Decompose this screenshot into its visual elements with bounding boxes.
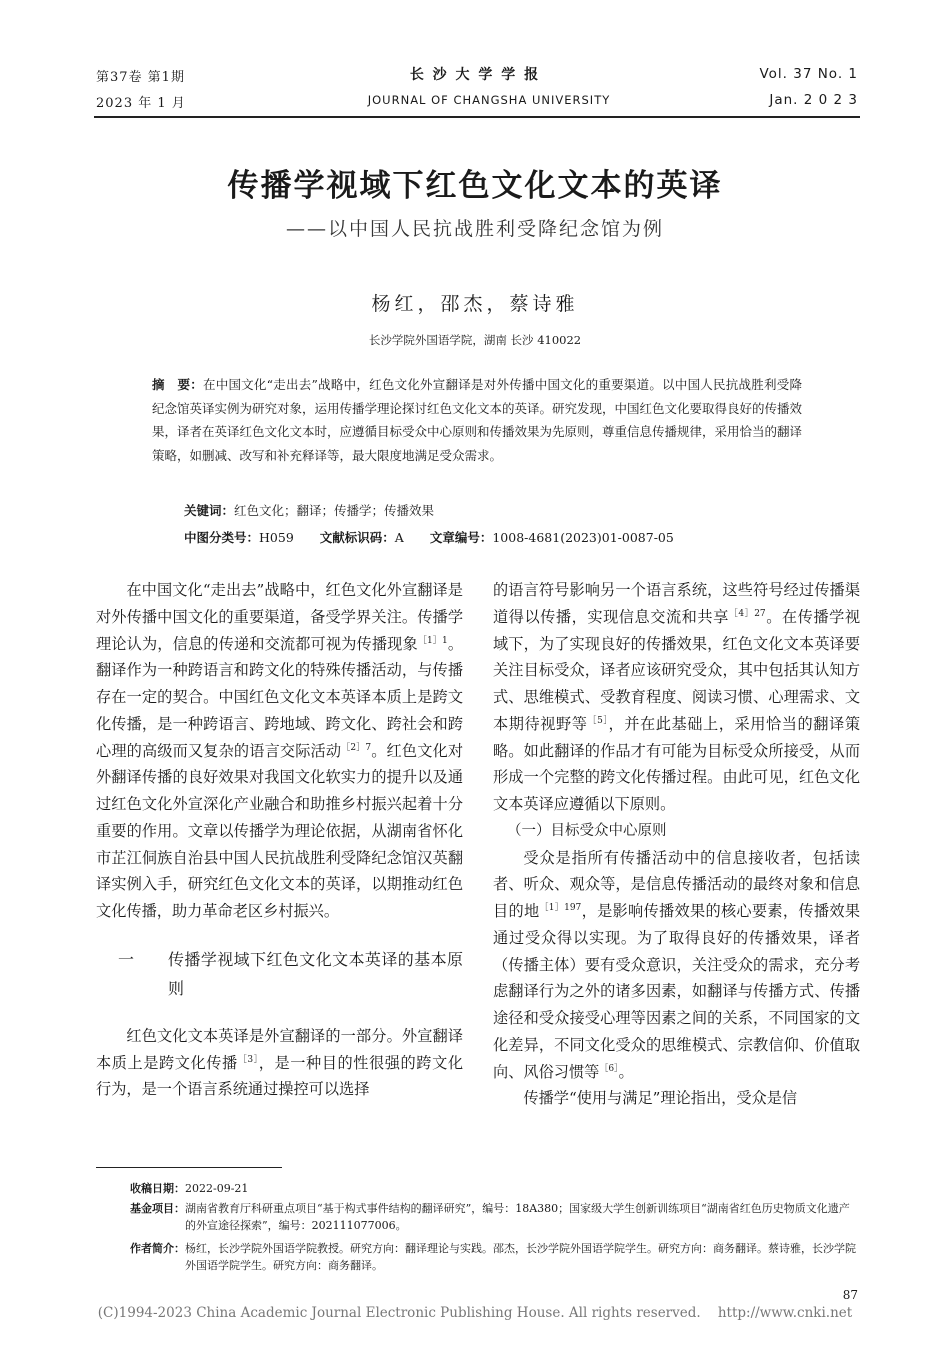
keywords-text: 红色文化；翻译；传播学；传播效果 <box>234 503 435 518</box>
keywords-label: 关键词： <box>184 503 235 518</box>
fund-note: 基金项目： 湖南省教育厅科研重点项目“基于构式事件结构的翻译研究”，编号：18A380；国家级大学生创新训练项目“湖南省红色历史物质文化遗产的外宣途径探索”，编号：202111077006。 <box>130 1202 850 1232</box>
classification-line <box>184 526 804 550</box>
page-number: 87 <box>842 1288 858 1302</box>
header-rule <box>94 116 860 118</box>
abstract <box>152 373 802 467</box>
keywords <box>184 499 804 523</box>
received-date-note: 收稿日期：2022-09-21 <box>130 1182 249 1195</box>
audience-paragraph: 受众是指所有传播活动中的信息接收者，包括读者、听众、观众等，是信息传播活动的最终对象和信息目的地$^{[1]197}$，是影响传播效果的核心要素，传播效果通过受众得以实现。为了取得良好的传播效果，译者（传播主体）要有受众意识，关注受众的需求，充分考虑翻译行为之外的诸多因素，如翻译与传播方式、传播途径和受众接受心理等因素之间的关系，不同国家的文化差异，不同文化受众的思维模式、宗教信仰、价值取向、风俗习惯等$^{[6]}$。 <box>493 848 861 1081</box>
journal-date-english: Jan. 2 0 2 3 <box>769 92 858 108</box>
intro-paragraph: 在中国文化“走出去”战略中，红色文化外宣翻译是对外传播中国文化的重要渠道，备受学界关注。传播学理论认为，信息的传递和交流都可视为传播现象$^{[1]1}$。翻译作为一种跨语言和跨文化的特殊传播活动，与传播存在一定的契合。中国红色文化文本英译本质上是跨文化传播，是一种跨语言、跨地域、跨文化、跨社会和跨心理的高级而又复杂的语言交际活动$^{[2]7}$。红色文化对外翻译传播的良好效果对我国文化软实力的提升以及通过红色文化外宣深化产业融合和助推乡村振兴起着十分重要的作用。文章以传播学为理论依据，从湖南省怀化市芷江侗族自治县中国人民抗战胜利受降纪念馆汉英翻译实例入手，研究红色文化文本的英译，以期推动红色文化传播，助力革命老区乡村振兴。 <box>96 581 464 920</box>
continued-paragraph: 的语言符号影响另一个语言系统，这些符号经过传播渠道得以传播，实现信息交流和共享$^{[4]27}$。在传播学视域下，为了实现良好的传播效果，红色文化文本英译要关注目标受众，译者应该研究受众，其中包括其认知方式、思维模式、受教育程度、阅读习惯、心理需求、文本期待视野等$^{[5]}$，并在此基础上，采用恰当的翻译策略。如此翻译的作品才有可能为目标受众所接受，从而形成一个完整的跨文化传播过程。由此可见，红色文化文本英译应遵循以下原则。 <box>493 581 861 813</box>
doc-code-label: 文献标识码： <box>319 530 395 545</box>
paper-authors: 杨红，邵杰，蔡诗雅 <box>371 293 579 315</box>
abstract-label: 摘 要： <box>152 377 203 392</box>
section-number: 一 <box>118 949 135 969</box>
article-number-label: 文章编号： <box>429 530 493 545</box>
paper-subtitle: ——以中国人民抗战胜利受降纪念馆为例 <box>285 218 664 240</box>
journal-name: 长 沙 大 学 学 报 <box>409 67 541 83</box>
doc-code-value: A <box>394 530 404 545</box>
journal-volume-issue: 第37卷 第1期 <box>96 70 185 85</box>
section-heading <box>96 945 463 1003</box>
citation-ref: ［4］27 <box>728 608 766 619</box>
journal-volume-english: Vol. 37 No. 1 <box>759 66 858 82</box>
citation-ref: ［1］1 <box>417 635 448 646</box>
paper-title: 传播学视域下红色文化文本的英译 <box>227 168 723 204</box>
journal-name-english: JOURNAL OF CHANGSHA UNIVERSITY <box>367 93 611 107</box>
journal-date: 2023 年 1 月 <box>96 96 186 111</box>
citation-ref: ［3］ <box>237 1054 259 1065</box>
copyright-notice: (C)1994-2023 China Academic Journal Electronic Publishing House. All rights reserved. http://www.cnki.net <box>97 1305 853 1321</box>
citation-ref: ［6］ <box>599 1063 619 1074</box>
left-column <box>96 577 463 1103</box>
article-number-value: 1008-4681(2023)01-0087-05 <box>492 530 674 545</box>
footnote-rule <box>96 1167 282 1168</box>
subsection-heading: （一）目标受众中心原则 <box>507 822 667 839</box>
citation-ref: ［2］7 <box>341 742 372 753</box>
clc-value: H059 <box>259 530 294 545</box>
section-paragraph: 红色文化文本英译是外宣翻译的一部分。外宣翻译本质上是跨文化传播$^{[3]}$，是一种目的性很强的跨文化行为，是一个语言系统通过操控可以选择 <box>96 1026 464 1099</box>
abstract-text: 在中国文化“走出去”战略中，红色文化外宣翻译是对外传播中国文化的重要渠道。以中国人民抗战胜利受降纪念馆英译实例为研究对象，运用传播学理论探讨红色文化文本的英译。研究发现，中国红色文化要取得良好的传播效果，译者在英译红色文化文本时，应遵循目标受众中心原则和传播效果为先原则，尊重信息传播规律，采用恰当的翻译策略，如删减、改写和补充释译等，最大限度地满足受众需求。 <box>152 377 803 463</box>
citation-ref: ［1］197 <box>539 902 582 913</box>
section-title: 传播学视域下红色文化文本英译的基本原则 <box>168 949 463 998</box>
theory-paragraph: 传播学“使用与满足”理论指出，受众是信 <box>523 1089 798 1108</box>
citation-ref: ［5］ <box>587 715 609 726</box>
author-bio-note: 作者简介： 杨红，长沙学院外国语学院教授。研究方向：翻译理论与实践。邵杰，长沙学院外国语学院学生。研究方向：商务翻译。蔡诗雅，长沙学院外国语学院学生。研究方向：商务翻译。 <box>130 1242 856 1272</box>
right-column <box>493 577 860 1112</box>
clc-label: 中图分类号： <box>184 530 260 545</box>
author-affiliation: 长沙学院外国语学院，湖南 长沙 410022 <box>368 333 582 347</box>
